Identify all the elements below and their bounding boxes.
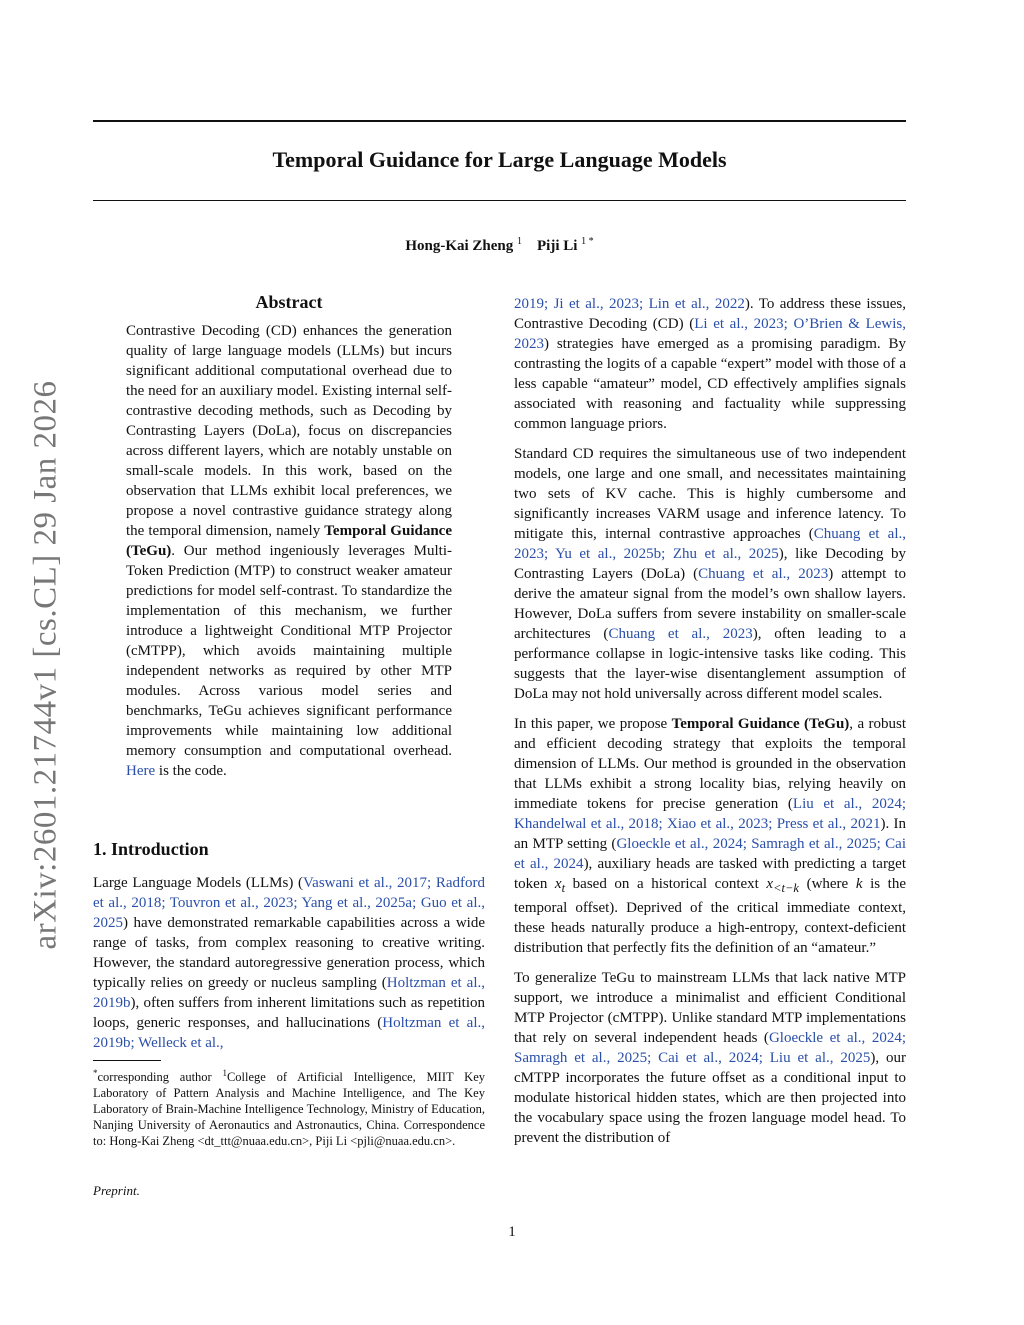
text-run: ), our cMTPP incorporates the future offset as a conditional input to modulate historical hidden states, which are then projected into the vocabulary space using the frozen language model head. To prevent the distribution of (514, 1050, 906, 1146)
text-run: ) attempt to derive the amateur signal from the model’s own shallow layers. However, DoLa suffers from severe instability on smaller-scale architectures ( (514, 566, 906, 642)
text-run: ) strategies have emerged as a promising paradigm. By contrasting the logits of a capable “expert” model with those of a less capable “amateur” model, CD effectively amplifies signals associated with reasoning and factuality while suppressing common language priors. (514, 336, 906, 432)
preprint-note: Preprint. (93, 1183, 140, 1198)
text-run: ) have demonstrated remarkable capabilities across a wide range of tasks, from complex reasoning to creative writing. However, the standard autoregressive generation process, which typically relies on greedy or nucleus sampling ( (93, 915, 485, 991)
text-run: 1 (222, 1068, 227, 1078)
text-run: based on a historical context (565, 876, 767, 892)
paper-title: Temporal Guidance for Large Language Models (272, 147, 727, 172)
text-run: is the temporal offset). Deprived of the critical immediate context, these heads naturally produce a high-entropy, context-deficient distribution that perfectly fits the definition of an “amateur.” (514, 876, 906, 956)
text-run: Temporal Guidance (TeGu) (126, 523, 452, 559)
citation-link[interactable]: Liu et al., 2024; Khandelwal et al., 2018; Xiao et al., 2023; Press et al., 2021 (514, 796, 906, 832)
author-affiliation: 1 (517, 236, 522, 247)
citation-link[interactable]: 2019; Ji et al., 2023; Lin et al., 2022 (514, 296, 745, 312)
abstract-heading: Abstract (255, 292, 323, 312)
paragraph (514, 714, 906, 958)
text-run: Large Language Models (LLMs) ( (93, 875, 304, 891)
math-symbol: k (855, 876, 863, 892)
citation-link[interactable]: Chuang et al., 2023; Yu et al., 2025b; Zhu et al., 2025 (514, 526, 906, 562)
text-run: ). To address these issues, Contrastive Decoding (CD) ( (514, 296, 906, 332)
text-run: ), often leading to a performance collapse in logic-intensive tasks like coding. This suggests that the layer-wise disentanglement assumption of DoLa may not hold universally across different model scales. (514, 626, 906, 702)
right-column (514, 294, 906, 1158)
author-affiliation: 1 * (581, 236, 594, 247)
text-run: In this paper, we propose (514, 716, 672, 732)
text-run: Temporal Guidance (TeGu) (671, 716, 850, 732)
math-symbol: x (554, 876, 562, 892)
text-run: ). In an MTP setting ( (514, 816, 906, 852)
text-run: ), often suffers from inherent limitations such as repetition loops, generic responses, and hallucinations ( (93, 995, 485, 1031)
text-run: is the code. (155, 763, 227, 779)
citation-link[interactable]: Chuang et al., 2023 (698, 566, 829, 582)
text-run: . Our method ingeniously leverages Multi-Token Prediction (MTP) to construct weaker amateur predictions for model self-contrast. To standardize the implementation of this mechanism, we further introduce a lightweight Conditional MTP Projector (cMTPP), which avoids maintaining multiple independent networks as required by other MTP modules. Across various model series and benchmarks, TeGu achieves significant performance improvements while maintaining low additional memory consumption and computational overhead. (126, 543, 452, 759)
introduction-heading: 1. Introduction (93, 839, 209, 859)
author-name: Hong-Kai Zheng (405, 238, 514, 254)
paragraph (514, 968, 906, 1148)
text-run: (where (798, 876, 856, 892)
footnote (93, 1065, 485, 1149)
text-run: ), like Decoding by Contrasting Layers (DoLa) ( (514, 546, 906, 582)
text-run: To generalize TeGu to mainstream LLMs that lack native MTP support, we introduce a minimalist and efficient Conditional MTP Projector (cMTPP). Unlike standard MTP implementations that rely on several independent heads ( (514, 970, 906, 1046)
abstract-text (126, 321, 452, 781)
paragraph (514, 444, 906, 704)
math-symbol: <t−k (773, 881, 799, 895)
citation-link[interactable]: Gloeckle et al., 2024; Samragh et al., 2025; Cai et al., 2024 (514, 836, 907, 872)
text-run: , a robust and efficient decoding strategy that exploits the temporal dimension of LLMs. Our method is grounded in the observation that LLMs exhibit a strong locality bias, relying heavily on immediate tokens for precise generation ( (514, 716, 906, 812)
text-run: Contrastive Decoding (CD) enhances the generation quality of large language models (LLMs) but incurs significant additional computational overhead due to the need for an auxiliary model. Existing internal self-contrastive decoding methods, such as Decoding by Contrasting Layers (DoLa), focus on discrepancies across different layers, which are notably unstable on small-scale models. In this work, based on the observation that LLMs exhibit local preferences, we propose a novel contrastive guidance strategy along the temporal dimension, namely (126, 323, 452, 539)
page-number: 1 (508, 1224, 516, 1240)
citation-link[interactable]: Holtzman et al., 2019b (93, 975, 485, 1011)
math-symbol: t (561, 881, 566, 895)
text-run: College of Artificial Intelligence, MIIT Key Laboratory of Pattern Analysis and Machine Intelligence, and The Key Laboratory of Brain-Machine Intelligence Technology, Ministry of Education, Nanjing University of Aeronautics and Astronautics, China. Correspondence to: Hong-Kai Zheng <dt_ttt@nuaa.edu.cn>, Piji Li <pjli@nuaa.edu.cn>. (93, 1070, 485, 1149)
title-rule-bottom (93, 200, 906, 201)
text-run: * (93, 1068, 98, 1078)
math-symbol: x (766, 876, 774, 892)
footnote-rule (93, 1060, 161, 1061)
title-rule-top (93, 120, 906, 122)
citation-link[interactable]: Here (126, 763, 156, 779)
citation-link[interactable]: Chuang et al., 2023 (608, 626, 753, 642)
paragraph (514, 294, 906, 434)
arxiv-stamp: arXiv:2601.21744v1 [cs.CL] 29 Jan 2026 (27, 380, 64, 950)
citation-link[interactable]: Li et al., 2023; O’Brien & Lewis, 2023 (514, 316, 906, 352)
citation-link[interactable]: Vaswani et al., 2017; Radford et al., 2018; Touvron et al., 2023; Yang et al., 2025a; Guo et al., 2025 (93, 875, 485, 931)
introduction-text (93, 873, 485, 1053)
author-name: Piji Li (537, 238, 578, 254)
text-run: corresponding author (97, 1070, 223, 1085)
text-run: ), auxiliary heads are tasked with predicting a target token (514, 856, 907, 892)
text-run: Standard CD requires the simultaneous use of two independent models, one large and one small, and necessitates maintaining two sets of KV cache. This is highly cumbersome and significantly increases VARM usage and inference latency. To mitigate this, internal contrastive approaches ( (514, 446, 906, 542)
author-list (93, 236, 906, 255)
citation-link[interactable]: Holtzman et al., 2019b; Welleck et al., (93, 1015, 485, 1051)
citation-link[interactable]: Gloeckle et al., 2024; Samragh et al., 2025; Cai et al., 2024; Liu et al., 2025 (514, 1030, 906, 1066)
